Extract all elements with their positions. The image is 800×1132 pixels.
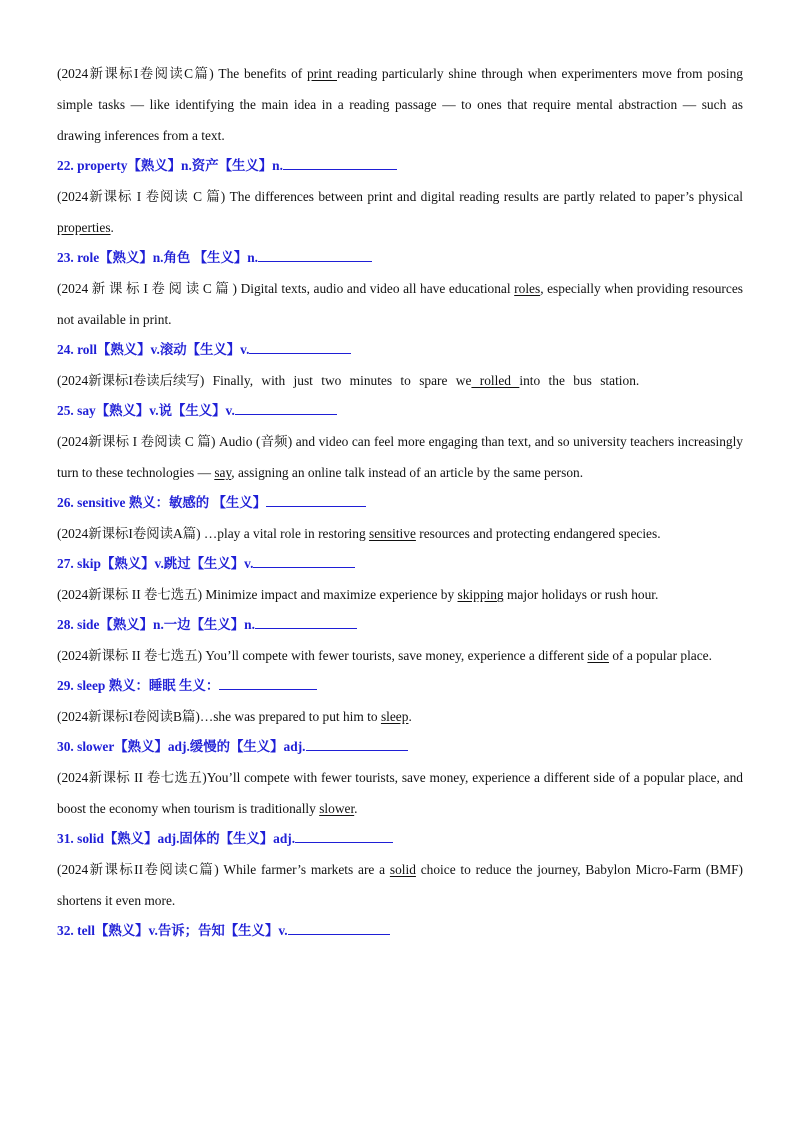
familiar-meaning: adj.固体的 [157, 831, 220, 846]
new-pos: v. [225, 403, 235, 418]
vocab-heading [57, 732, 743, 762]
document-page [57, 58, 743, 946]
example-text: (2024 新 课 标 I 卷 阅 读 C 篇 ) Digital texts, audio and video all have educational [57, 281, 515, 296]
new-label: 【生义】 [190, 556, 245, 571]
familiar-label: 熟义： [105, 678, 149, 693]
familiar-label: 【熟义】 [114, 739, 168, 754]
example-sentence [57, 518, 743, 549]
example-text: (2024新课标 II 卷七选五)You’ll compete with fewer tourists, save money, experience a different side of a popular place, and boost the economy when tourism is traditionally [57, 770, 743, 816]
entry-word: sensitive [77, 495, 126, 510]
example-text: resources and protecting endangered species. [415, 526, 661, 541]
new-pos: adj. [283, 739, 306, 754]
example-text: (2024新课标 II 卷七选五) Minimize impact and maximize experience by [57, 587, 458, 602]
entry-number: 32. [57, 923, 74, 938]
vocab-heading [57, 610, 743, 640]
example-text: . [408, 709, 412, 724]
underlined-word: side [587, 648, 609, 663]
example-sentence [57, 701, 743, 732]
example-text: (2024新课标I卷阅读B篇)…she was prepared to put him to [57, 709, 381, 724]
entry-word: side [77, 617, 100, 632]
familiar-meaning: n.资产 [181, 158, 219, 173]
new-label: 【生义】 [212, 495, 267, 510]
example-sentence [57, 579, 743, 610]
vocab-heading [57, 335, 743, 365]
entry-number: 31. [57, 831, 74, 846]
entry-number: 29. [57, 678, 74, 693]
underlined-word: skipping [457, 587, 504, 602]
example-text: (2024新课标 I 卷阅读 C 篇) The differences between print and digital reading results are partly related to paper’s physical [57, 189, 743, 204]
vocab-heading [57, 671, 743, 701]
new-label: 【生义】 [229, 739, 284, 754]
new-label: 生义： [179, 678, 220, 693]
answer-blank [290, 922, 390, 935]
familiar-meaning: n.角色 [152, 250, 194, 265]
entry-word: skip [77, 556, 101, 571]
answer-blank [260, 249, 372, 262]
familiar-meaning: v.滚动 [150, 342, 187, 357]
example-text: , assigning an online talk instead of an article by the same person. [231, 465, 584, 480]
underlined-word: solid [389, 862, 416, 877]
new-label: 【生义】 [218, 158, 273, 173]
vocab-heading [57, 824, 743, 854]
answer-blank [257, 616, 357, 629]
entry-word: tell [77, 923, 95, 938]
new-pos: v. [240, 342, 250, 357]
new-label: 【生义】 [219, 831, 274, 846]
answer-blank [285, 157, 397, 170]
example-text: major holidays or rush hour. [503, 587, 659, 602]
familiar-label: 【熟义】 [100, 556, 155, 571]
familiar-meaning: v.跳过 [154, 556, 191, 571]
underlined-word: slower [319, 801, 355, 816]
familiar-label: 【熟义】 [99, 250, 153, 265]
entry-word: property [77, 158, 128, 173]
example-text: (2024新课标 II 卷七选五) You’ll compete with fewer tourists, save money, experience a different [57, 648, 588, 663]
familiar-label: 【熟义】 [127, 158, 182, 173]
entry-word: sleep [77, 678, 106, 693]
answer-blank [255, 555, 355, 568]
familiar-meaning: v.说 [149, 403, 172, 418]
familiar-label: 【熟义】 [96, 342, 151, 357]
familiar-label: 【熟义】 [94, 923, 149, 938]
example-sentence [57, 640, 743, 671]
vocab-heading [57, 151, 743, 181]
underlined-word: rolled [471, 373, 520, 388]
new-pos: v. [278, 923, 288, 938]
familiar-meaning: 睡眠 [148, 678, 180, 693]
underlined-word: print [306, 66, 337, 81]
entry-number: 23. [57, 250, 74, 265]
answer-blank [221, 677, 317, 690]
entry-number: 28. [57, 617, 74, 632]
new-label: 【生义】 [190, 617, 245, 632]
example-sentence [57, 762, 743, 824]
new-label: 【生义】 [193, 250, 248, 265]
familiar-meaning: n.一边 [153, 617, 191, 632]
new-label: 【生义】 [224, 923, 279, 938]
answer-blank [251, 341, 351, 354]
answer-blank [237, 402, 337, 415]
new-label: 【生义】 [186, 342, 241, 357]
example-text: . [354, 801, 358, 816]
familiar-meaning: v.告诉；告知 [148, 923, 225, 938]
entry-number: 24. [57, 342, 74, 357]
vocab-heading [57, 549, 743, 579]
new-pos: n. [247, 250, 259, 265]
familiar-label: 【熟义】 [95, 403, 150, 418]
underlined-word: sleep [380, 709, 409, 724]
familiar-label: 熟义： [125, 495, 169, 510]
entry-word: roll [77, 342, 97, 357]
example-text: . [110, 220, 114, 235]
new-label: 【生义】 [171, 403, 226, 418]
familiar-meaning: adj.缓慢的 [167, 739, 230, 754]
example-sentence [57, 58, 743, 151]
example-sentence [57, 181, 743, 243]
underlined-word: roles [514, 281, 541, 296]
underlined-word: say [214, 465, 232, 480]
familiar-label: 【熟义】 [99, 617, 153, 632]
entry-word: slower [77, 739, 115, 754]
new-pos: adj. [273, 831, 296, 846]
example-sentence [57, 854, 743, 916]
example-text: reading particularly shine through when experimenters move from posing simple tasks — like identifying the main idea in a reading passage — to ones that require mental abstraction — such as drawing inferences from a text. [57, 66, 743, 143]
example-text: into the bus station. [519, 373, 640, 388]
entry-word: solid [77, 831, 104, 846]
vocab-heading [57, 243, 743, 273]
example-text: , especially when providing resources not available in print. [57, 281, 743, 327]
answer-blank [308, 738, 408, 751]
example-text: (2024新课标II卷阅读C篇) While farmer’s markets are a [57, 862, 390, 877]
entry-number: 30. [57, 739, 74, 754]
entry-number: 22. [57, 158, 74, 173]
example-text: (2024新课标I卷阅读C篇) The benefits of [57, 66, 307, 81]
new-pos: n. [272, 158, 283, 173]
answer-blank [297, 830, 393, 843]
underlined-word: sensitive [369, 526, 416, 541]
entry-word: role [77, 250, 100, 265]
entry-number: 25. [57, 403, 74, 418]
example-sentence [57, 273, 743, 335]
example-sentence [57, 426, 743, 488]
familiar-meaning: 敏感的 [169, 495, 213, 510]
example-sentence [57, 365, 743, 396]
vocab-heading [57, 916, 743, 946]
example-text: choice to reduce the journey, Babylon Micro-Farm (BMF) shortens it even more. [57, 862, 744, 908]
entry-word: say [77, 403, 96, 418]
vocab-heading [57, 488, 743, 518]
answer-blank [268, 494, 366, 507]
underlined-word: properties [57, 220, 111, 235]
new-pos: n. [244, 617, 255, 632]
entry-number: 26. [57, 495, 74, 510]
example-text: (2024新课标I卷阅读A篇) …play a vital role in restoring [57, 526, 370, 541]
example-text: (2024新课标 I 卷阅读 C 篇) Audio (音频) and video can feel more engaging than text, and so university teachers increasingly turn to these technologies — [57, 434, 743, 480]
vocab-heading [57, 396, 743, 426]
entry-number: 27. [57, 556, 74, 571]
familiar-label: 【熟义】 [103, 831, 158, 846]
example-text: (2024新课标I卷读后续写) Finally, with just two minutes to spare we [57, 373, 472, 388]
new-pos: v. [244, 556, 254, 571]
example-text: of a popular place. [608, 648, 712, 663]
